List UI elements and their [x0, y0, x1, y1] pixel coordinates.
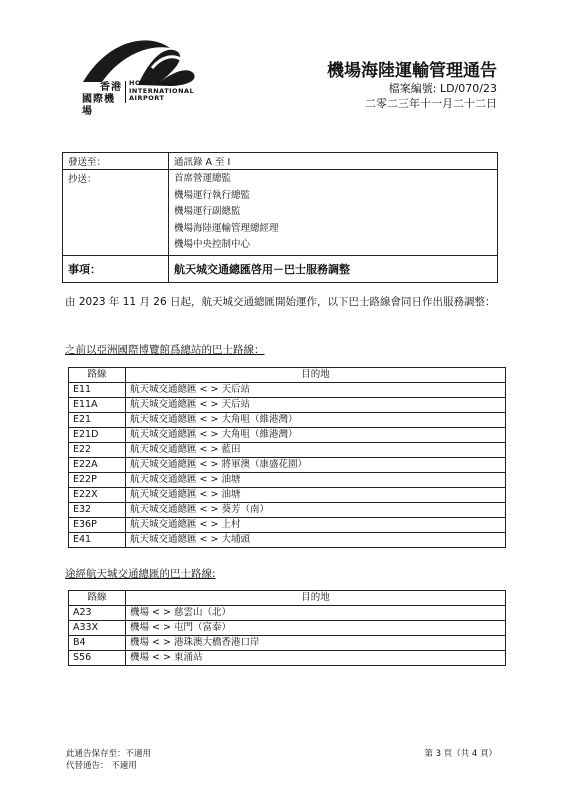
route-destination: 航天城交通總匯 < > 天后站	[126, 398, 506, 413]
logo-divider	[125, 81, 126, 103]
route-code: E11A	[69, 398, 126, 413]
cc-label: 抄送：	[63, 170, 169, 256]
to-value: 通訊錄 A 至 I	[169, 153, 498, 170]
route-code: E22	[69, 443, 126, 458]
route-code: E22P	[69, 473, 126, 488]
route-destination: 航天城交通總匯 < > 油塘	[126, 488, 506, 503]
route-destination: 航天城交通總匯 < > 大埔頭	[126, 533, 506, 548]
logo-en-line2: INTERNATIONAL	[129, 86, 195, 95]
route-destination: 機場 < > 東涌站	[126, 651, 506, 666]
table-row	[69, 383, 506, 398]
subject-label: 事項：	[63, 255, 169, 282]
table-row	[69, 651, 506, 666]
cc-item: 機場運行副總監	[174, 206, 241, 217]
table-row	[69, 488, 506, 503]
logo-zh-line1: 香港	[100, 82, 122, 93]
col-destination-header: 目的地	[126, 368, 506, 383]
table-row	[69, 621, 506, 636]
logo-chinese-text	[82, 82, 122, 118]
to-row	[63, 153, 498, 170]
route-destination: 航天城交通總匯 < > 油塘	[126, 473, 506, 488]
table-header-row	[69, 368, 506, 383]
route-code: S56	[69, 651, 126, 666]
logo-zh-line2: 國際機場	[82, 94, 115, 117]
route-destination: 航天城交通總匯 < > 大角咀（維港灣）	[126, 428, 506, 443]
cc-item: 首席營運總監	[174, 173, 232, 184]
retention-note: 此通告保存至：不適用	[66, 749, 152, 759]
route-destination: 機場 < > 港珠澳大橋香港口岸	[126, 636, 506, 651]
route-code: A23	[69, 606, 126, 621]
table1-heading: 之前以亞洲國際博覽館爲總站的巴士路線：	[65, 344, 265, 356]
route-destination: 航天城交通總匯 < > 將軍澳（康盛花園）	[126, 458, 506, 473]
table-row	[69, 413, 506, 428]
col-destination-header: 目的地	[126, 591, 506, 606]
route-code: E32	[69, 503, 126, 518]
notice-title: 機場海陸運輸管理通告	[327, 61, 497, 81]
intro-paragraph: 由 2023 年 11 月 26 日起，航天城交通總匯開始運作，以下巴士路線會同日作出服務調整：	[65, 296, 496, 308]
table-row	[69, 533, 506, 548]
table-row	[69, 473, 506, 488]
cc-row	[63, 170, 498, 256]
file-reference: 檔案編號: LD/070/23	[388, 82, 497, 95]
route-destination: 航天城交通總匯 < > 藍田	[126, 443, 506, 458]
route-code: B4	[69, 636, 126, 651]
route-destination: 航天城交通總匯 < > 天后站	[126, 383, 506, 398]
table-row	[69, 518, 506, 533]
table-row	[69, 606, 506, 621]
table-row	[69, 443, 506, 458]
col-route-header: 路線	[69, 368, 126, 383]
col-route-header: 路線	[69, 591, 126, 606]
cc-item: 機場海陸運輸管理總經理	[174, 222, 279, 234]
table-row	[69, 398, 506, 413]
page-number: 第 3 頁（共 4 頁）	[424, 749, 497, 759]
route-destination: 航天城交通總匯 < > 葵芳（南）	[126, 503, 506, 518]
logo-en-line3: AIRPORT	[129, 94, 165, 102]
logo-english-text	[129, 80, 194, 103]
route-destination: 機場 < > 慈雲山（北）	[126, 606, 506, 621]
table-header-row	[69, 591, 506, 606]
table-row	[69, 428, 506, 443]
to-label: 發送至：	[63, 153, 169, 170]
route-destination: 機場 < > 屯門（富泰）	[126, 621, 506, 636]
notice-date: 二零二三年十一月二十二日	[365, 97, 497, 110]
route-code: E36P	[69, 518, 126, 533]
route-destination: 航天城交通總匯 < > 上村	[126, 518, 506, 533]
route-code: E21	[69, 413, 126, 428]
route-code: E22A	[69, 458, 126, 473]
footer-left	[66, 748, 151, 772]
route-code: E11	[69, 383, 126, 398]
route-code: E21D	[69, 428, 126, 443]
cc-item: 機場中央控制中心	[174, 239, 251, 250]
cc-item: 機場運行執行總監	[174, 189, 251, 201]
subject-value: 航天城交通總匯啓用－巴士服務調整	[169, 255, 498, 282]
table2-heading: 途經航天城交通總匯的巴士路線:	[65, 568, 216, 580]
route-code: A33X	[69, 621, 126, 636]
route-code: E22X	[69, 488, 126, 503]
distribution-table	[62, 152, 498, 283]
table-row	[69, 458, 506, 473]
route-destination: 航天城交通總匯 < > 大角咀（維港灣）	[126, 413, 506, 428]
passing-routes-table	[68, 590, 506, 666]
route-code: E41	[69, 533, 126, 548]
supersedes-note: 代替通告： 不適用	[66, 761, 137, 771]
subject-row	[63, 255, 498, 282]
cc-list	[169, 170, 498, 256]
previous-routes-table	[68, 367, 506, 548]
table-row	[69, 503, 506, 518]
table-row	[69, 636, 506, 651]
logo-en-line1: HONG KONG	[129, 79, 179, 87]
